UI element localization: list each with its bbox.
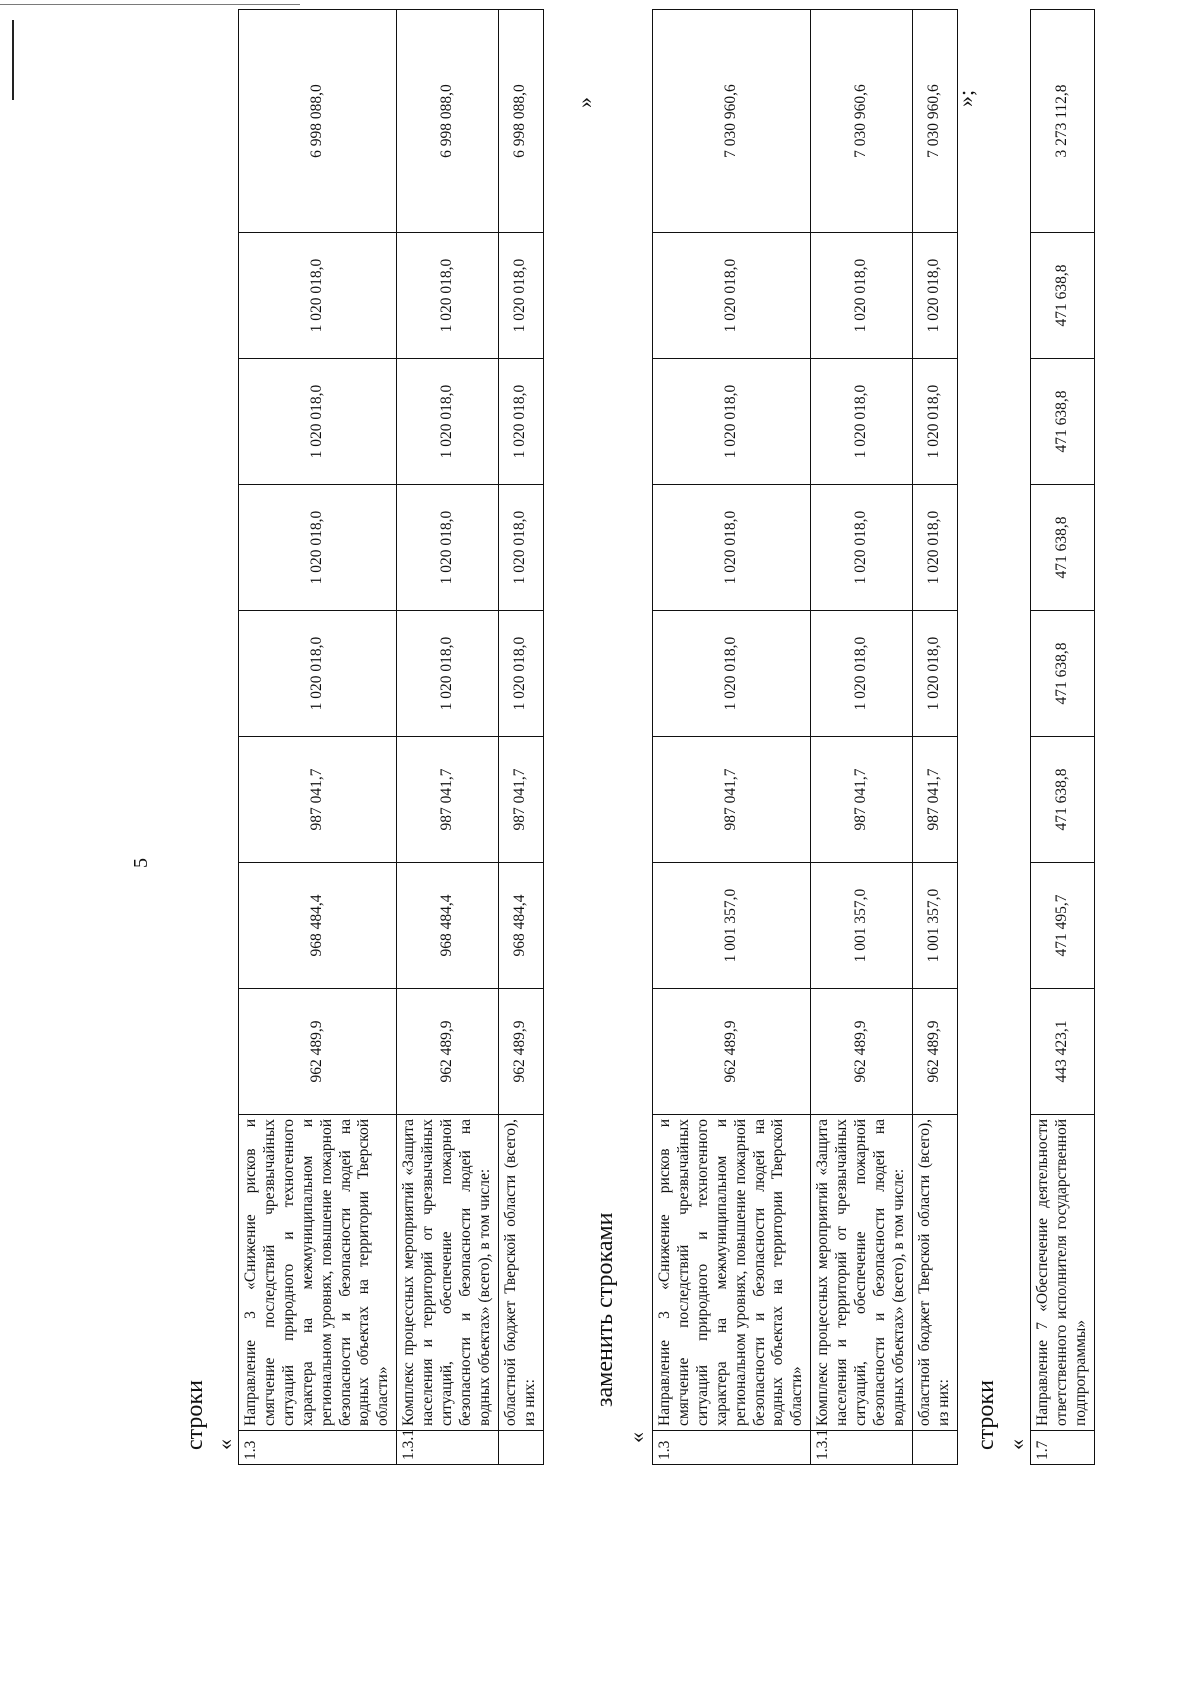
row-description: Направление 7 «Обеспечение деятельности ответственного исполнителя государственной подпрограммы» [1031, 1115, 1095, 1431]
row-value: 1 020 018,0 [653, 611, 811, 737]
row-value: 471 638,8 [1031, 737, 1095, 863]
row-value: 968 484,4 [239, 863, 397, 989]
row-value: 1 020 018,0 [811, 233, 913, 359]
section1-open-quote: « [212, 1439, 237, 1450]
row-value: 987 041,7 [239, 737, 397, 863]
row-value: 1 020 018,0 [498, 611, 543, 737]
row-value: 1 020 018,0 [239, 485, 397, 611]
row-value: 443 423,1 [1031, 989, 1095, 1115]
row-value: 7 030 960,6 [811, 10, 913, 233]
table-row [397, 10, 499, 1465]
row-value: 1 020 018,0 [653, 485, 811, 611]
table-section3 [1030, 9, 1095, 1465]
row-value: 1 020 018,0 [811, 611, 913, 737]
row-value: 987 041,7 [912, 737, 957, 863]
row-code [912, 1431, 957, 1465]
row-value: 987 041,7 [653, 737, 811, 863]
row-value: 987 041,7 [811, 737, 913, 863]
row-code: 1.3.1 [811, 1431, 913, 1465]
row-value: 471 638,8 [1031, 485, 1095, 611]
row-value: 1 020 018,0 [397, 359, 499, 485]
row-value: 1 020 018,0 [653, 359, 811, 485]
section3-heading: строки [973, 1380, 999, 1450]
row-value: 1 001 357,0 [912, 863, 957, 989]
row-value: 1 020 018,0 [653, 233, 811, 359]
row-value: 1 020 018,0 [498, 485, 543, 611]
table-section1 [238, 9, 544, 1465]
row-code: 1.3 [653, 1431, 811, 1465]
table-section2-body [653, 10, 958, 1465]
row-description: Направление 3 «Снижение рисков и смягчение последствий чрезвычайных ситуаций природного и техногенного характера на межмуниципальном и региональном уровнях, повышение пожарной безопасности и безопасности людей на водных объектах на территории Тверской области» [653, 1115, 811, 1431]
table-section3-body [1031, 10, 1095, 1465]
row-description: областной бюджет Тверской области (всего), из них: [912, 1115, 957, 1431]
row-value: 962 489,9 [397, 989, 499, 1115]
row-value: 987 041,7 [498, 737, 543, 863]
row-description: Направление 3 «Снижение рисков и смягчение последствий чрезвычайных ситуаций природного и техногенного характера на межмуниципальном и региональном уровнях, повышение пожарной безопасности и безопасности людей на водных объектах на территории Тверской области» [239, 1115, 397, 1431]
row-value: 962 489,9 [498, 989, 543, 1115]
row-value: 968 484,4 [498, 863, 543, 989]
row-code: 1.3.1 [397, 1431, 499, 1465]
row-value: 1 020 018,0 [397, 611, 499, 737]
row-value: 1 020 018,0 [912, 233, 957, 359]
row-value: 6 998 088,0 [498, 10, 543, 233]
row-value: 7 030 960,6 [653, 10, 811, 233]
row-value: 962 489,9 [239, 989, 397, 1115]
row-value: 987 041,7 [397, 737, 499, 863]
row-code: 1.7 [1031, 1431, 1095, 1465]
row-value: 7 030 960,6 [912, 10, 957, 233]
table-row [912, 10, 957, 1465]
row-value: 1 001 357,0 [811, 863, 913, 989]
row-value: 471 495,7 [1031, 863, 1095, 989]
row-value: 6 998 088,0 [397, 10, 499, 233]
row-value: 1 020 018,0 [498, 359, 543, 485]
row-value: 1 001 357,0 [653, 863, 811, 989]
row-value: 1 020 018,0 [811, 359, 913, 485]
table-row [498, 10, 543, 1465]
row-code [498, 1431, 543, 1465]
row-description: областной бюджет Тверской области (всего), из них: [498, 1115, 543, 1431]
row-value: 962 489,9 [811, 989, 913, 1115]
row-value: 1 020 018,0 [239, 611, 397, 737]
section1-heading: строки [182, 1380, 208, 1450]
row-value: 1 020 018,0 [498, 233, 543, 359]
row-value: 1 020 018,0 [912, 611, 957, 737]
row-description: Комплекс процессных мероприятий «Защита населения и территорий от чрезвычайных ситуаций, обеспечение пожарной безопасности и безопасности людей на водных объектах» (всего), в том числе: [397, 1115, 499, 1431]
row-value: 6 998 088,0 [239, 10, 397, 233]
row-value: 1 020 018,0 [397, 485, 499, 611]
table-row [811, 10, 913, 1465]
row-value: 471 638,8 [1031, 233, 1095, 359]
section2-heading: заменить строками [592, 1212, 618, 1407]
row-value: 1 020 018,0 [397, 233, 499, 359]
row-value: 3 273 112,8 [1031, 10, 1095, 233]
row-value: 962 489,9 [912, 989, 957, 1115]
section1-close-quote: » [572, 97, 597, 108]
section2-close-quote: »; [953, 89, 978, 107]
table-row [653, 10, 811, 1465]
section2-open-quote: « [624, 1432, 649, 1443]
row-value: 1 020 018,0 [239, 359, 397, 485]
row-description: Комплекс процессных мероприятий «Защита населения и территорий от чрезвычайных ситуаций, обеспечение пожарной безопасности и безопасности людей на водных объектах» (всего), в том числе: [811, 1115, 913, 1431]
row-value: 471 638,8 [1031, 359, 1095, 485]
table-section1-body [239, 10, 544, 1465]
row-code: 1.3 [239, 1431, 397, 1465]
row-value: 962 489,9 [653, 989, 811, 1115]
row-value: 471 638,8 [1031, 611, 1095, 737]
page-number: 5 [130, 858, 152, 868]
row-value: 968 484,4 [397, 863, 499, 989]
row-value: 1 020 018,0 [912, 359, 957, 485]
table-row [239, 10, 397, 1465]
section3-open-quote: « [1004, 1439, 1029, 1450]
row-value: 1 020 018,0 [239, 233, 397, 359]
row-value: 1 020 018,0 [811, 485, 913, 611]
table-row [1031, 10, 1095, 1465]
table-section2 [652, 9, 958, 1465]
row-value: 1 020 018,0 [912, 485, 957, 611]
